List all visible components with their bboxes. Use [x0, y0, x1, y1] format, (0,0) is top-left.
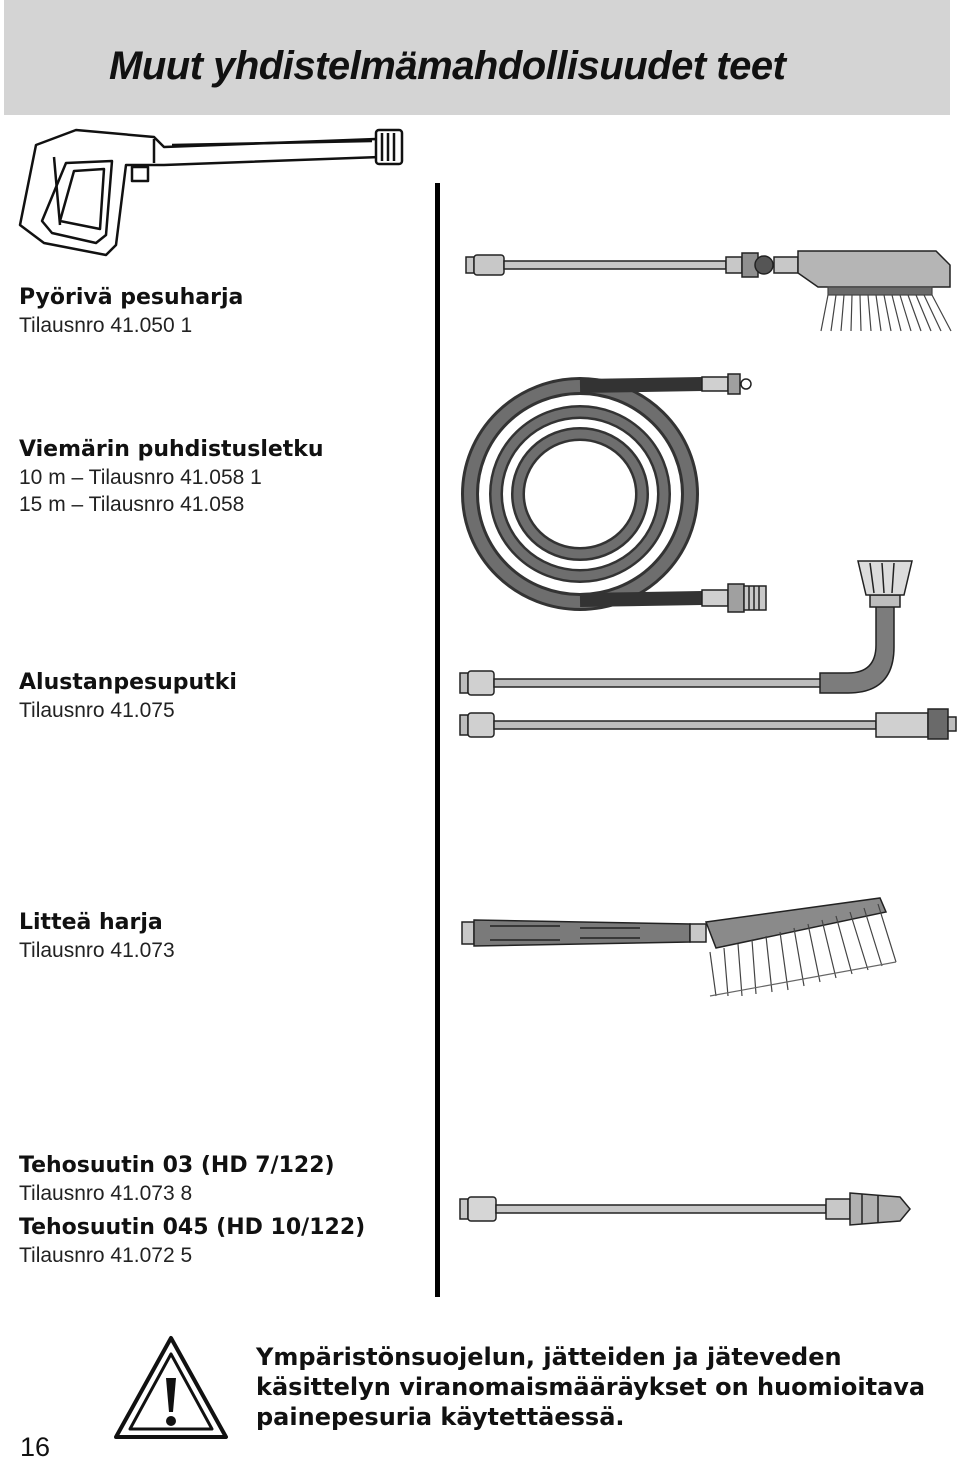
page-number: 16	[20, 1432, 51, 1462]
spray-gun-icon	[14, 125, 409, 265]
order-number: Tilausnro 41.073 8	[19, 1182, 193, 1205]
flat-brush-icon	[460, 892, 900, 1000]
product-name: Litteä harja	[19, 910, 163, 935]
page-header	[4, 0, 950, 115]
environment-warning-text: Ympäristönsuojelun, jätteiden ja jäteveden käsittelyn viranomaismääräykset on huomioitava painepesuria käytettäessä.	[256, 1343, 926, 1431]
product-name: Alustanpesuputki	[19, 670, 237, 695]
order-number: 10 m – Tilausnro 41.058 1	[19, 466, 262, 489]
product-name: Pyörivä pesuharja	[19, 285, 244, 310]
order-number: Tilausnro 41.073	[19, 939, 175, 962]
product-name: Viemärin puhdistusletku	[19, 437, 324, 462]
product-drain-hose	[19, 435, 324, 518]
order-number: Tilausnro 41.050 1	[19, 314, 193, 337]
order-number: Tilausnro 41.075	[19, 699, 175, 722]
product-turbo-nozzle-03	[19, 1151, 335, 1207]
column-divider	[435, 183, 440, 1297]
turbo-nozzle-icon	[458, 1185, 918, 1235]
rotating-brush-icon	[466, 245, 958, 335]
warning-triangle-icon	[112, 1334, 230, 1442]
order-number: Tilausnro 41.072 5	[19, 1244, 193, 1267]
product-underbody-lance	[19, 668, 237, 724]
product-flat-brush	[19, 908, 175, 964]
product-name: Tehosuutin 045 (HD 10/122)	[19, 1215, 366, 1240]
product-name: Tehosuutin 03 (HD 7/122)	[19, 1153, 335, 1178]
product-rotating-brush	[19, 283, 243, 339]
underbody-lance-icon	[458, 555, 958, 745]
order-number: 15 m – Tilausnro 41.058	[19, 493, 245, 516]
product-turbo-nozzle-045	[19, 1213, 365, 1269]
page-title: Muut yhdistelmämahdollisuudet teet	[109, 44, 786, 88]
